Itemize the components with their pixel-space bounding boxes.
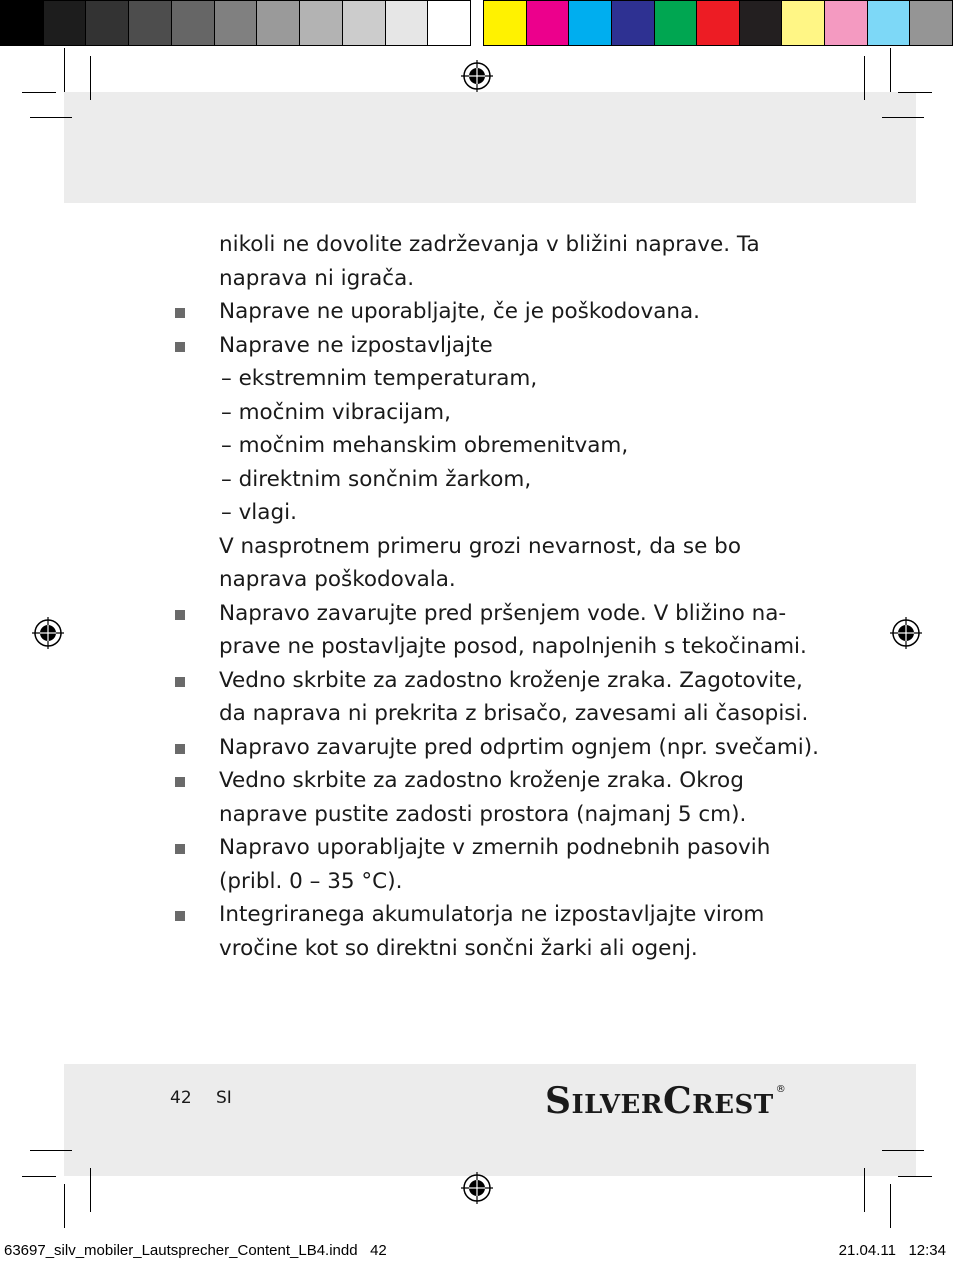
color-swatch bbox=[697, 1, 740, 45]
crop-mark bbox=[90, 1168, 91, 1212]
gray-swatch bbox=[343, 1, 386, 45]
line-text: – direktnim sončnim žarkom, bbox=[221, 466, 532, 492]
crop-mark bbox=[882, 117, 924, 118]
sub-list-item bbox=[170, 396, 810, 430]
slug-filename: 63697_silv_mobiler_Lautsprecher_Content_LB4.indd 42 bbox=[4, 1242, 387, 1259]
line-text: Vedno skrbite za zadostno kroženje zraka. Okrog bbox=[219, 768, 744, 793]
gray-swatch bbox=[215, 1, 258, 45]
line-text: Naprave ne uporabljajte, če je poškodovana. bbox=[219, 299, 700, 324]
gray-swatch bbox=[129, 1, 172, 45]
text-line bbox=[170, 630, 810, 664]
line-text: da naprava ni prekrita z brisačo, zavesami ali časopisi. bbox=[219, 701, 809, 726]
crop-mark bbox=[890, 1184, 891, 1228]
crop-mark bbox=[898, 92, 932, 93]
crop-mark bbox=[90, 56, 91, 100]
text-line bbox=[170, 228, 810, 262]
line-text: naprave pustite zadosti prostora (najmanj 5 cm). bbox=[219, 801, 747, 827]
silvercrest-logo: SILVERCREST® bbox=[545, 1080, 787, 1122]
line-text: V nasprotnem primeru grozi nevarnost, da se bo bbox=[219, 533, 741, 559]
color-swatch bbox=[825, 1, 868, 45]
line-text: Napravo uporabljajte v zmernih podnebnih pasovih bbox=[219, 835, 771, 860]
slug-timestamp: 21.04.11 12:34 bbox=[838, 1242, 946, 1259]
gray-swatch bbox=[300, 1, 343, 45]
bullet-item bbox=[170, 764, 810, 798]
square-bullet-icon bbox=[175, 677, 185, 687]
crop-mark bbox=[864, 56, 865, 100]
square-bullet-icon bbox=[175, 342, 185, 352]
crop-mark bbox=[64, 1184, 65, 1228]
crop-mark bbox=[30, 117, 72, 118]
page-number: 42 bbox=[170, 1088, 192, 1108]
grayscale-color-bar bbox=[0, 0, 471, 46]
gray-swatch bbox=[257, 1, 300, 45]
line-text: Naprave ne izpostavljajte bbox=[219, 332, 493, 358]
sub-list-item bbox=[170, 463, 810, 497]
color-swatch bbox=[740, 1, 783, 45]
line-text: – močnim mehanskim obremenitvam, bbox=[221, 433, 629, 458]
registration-mark-icon bbox=[890, 617, 922, 649]
language-code: SI bbox=[216, 1088, 232, 1108]
gray-swatch bbox=[428, 1, 470, 45]
sub-list-item bbox=[170, 429, 810, 463]
process-color-bar bbox=[483, 0, 953, 46]
color-swatch bbox=[868, 1, 911, 45]
crop-mark bbox=[890, 48, 891, 92]
bullet-item bbox=[170, 664, 810, 698]
square-bullet-icon bbox=[175, 610, 185, 620]
text-line bbox=[170, 262, 810, 296]
color-swatch bbox=[655, 1, 698, 45]
gray-swatch bbox=[386, 1, 429, 45]
gray-swatch bbox=[86, 1, 129, 45]
bullet-item bbox=[170, 329, 810, 363]
color-swatch bbox=[612, 1, 655, 45]
header-band bbox=[64, 92, 916, 203]
line-text: Napravo zavarujte pred pršenjem vode. V bližino na- bbox=[219, 600, 787, 626]
text-line bbox=[170, 697, 810, 731]
line-text: naprava poškodovala. bbox=[219, 567, 456, 592]
color-swatch bbox=[910, 1, 952, 45]
registration-mark-icon bbox=[461, 60, 493, 92]
text-line bbox=[170, 530, 810, 564]
bullet-item bbox=[170, 831, 810, 865]
line-text: – ekstremnim temperaturam, bbox=[221, 366, 538, 391]
crop-mark bbox=[22, 1176, 56, 1177]
square-bullet-icon bbox=[175, 744, 185, 754]
safety-instructions-text bbox=[170, 228, 820, 965]
bullet-item bbox=[170, 597, 810, 631]
text-line bbox=[170, 932, 810, 966]
registration-mark-icon bbox=[461, 1172, 493, 1204]
square-bullet-icon bbox=[175, 777, 185, 787]
crop-mark bbox=[22, 92, 56, 93]
registration-mark-icon bbox=[32, 617, 64, 649]
gray-swatch bbox=[172, 1, 215, 45]
line-text: Integriranega akumulatorja ne izpostavljajte virom bbox=[219, 902, 765, 927]
text-line bbox=[170, 798, 810, 832]
crop-mark bbox=[64, 48, 65, 92]
color-swatch bbox=[527, 1, 570, 45]
line-text: – močnim vibracijam, bbox=[221, 399, 451, 425]
square-bullet-icon bbox=[175, 844, 185, 854]
line-text: Napravo zavarujte pred odprtim ognjem (npr. svečami). bbox=[219, 734, 820, 760]
line-text: Vedno skrbite za zadostno kroženje zraka. Zagotovite, bbox=[219, 667, 803, 693]
line-text: nikoli ne dovolite zadrževanja v bližini naprave. Ta bbox=[219, 232, 760, 257]
text-line bbox=[170, 865, 810, 899]
bullet-item bbox=[170, 731, 820, 765]
crop-mark bbox=[898, 1176, 932, 1177]
square-bullet-icon bbox=[175, 308, 185, 318]
crop-mark bbox=[882, 1150, 924, 1151]
color-swatch bbox=[484, 1, 527, 45]
color-swatch bbox=[569, 1, 612, 45]
line-text: vročine kot so direktni sončni žarki ali ogenj. bbox=[219, 935, 698, 961]
footer-band bbox=[64, 1064, 916, 1176]
sub-list-item bbox=[170, 362, 810, 396]
color-swatch bbox=[782, 1, 825, 45]
line-text: naprava ni igrača. bbox=[219, 265, 415, 291]
crop-mark bbox=[864, 1168, 865, 1212]
bullet-item bbox=[170, 295, 810, 329]
line-text: prave ne postavljajte posod, napolnjenih s tekočinami. bbox=[219, 634, 807, 659]
line-text: – vlagi. bbox=[221, 500, 297, 525]
line-text: (pribl. 0 – 35 °C). bbox=[219, 868, 403, 894]
crop-mark bbox=[30, 1150, 72, 1151]
bullet-item bbox=[170, 898, 810, 932]
gray-swatch bbox=[1, 1, 44, 45]
gray-swatch bbox=[44, 1, 87, 45]
text-line bbox=[170, 563, 810, 597]
sub-list-item bbox=[170, 496, 810, 530]
square-bullet-icon bbox=[175, 911, 185, 921]
